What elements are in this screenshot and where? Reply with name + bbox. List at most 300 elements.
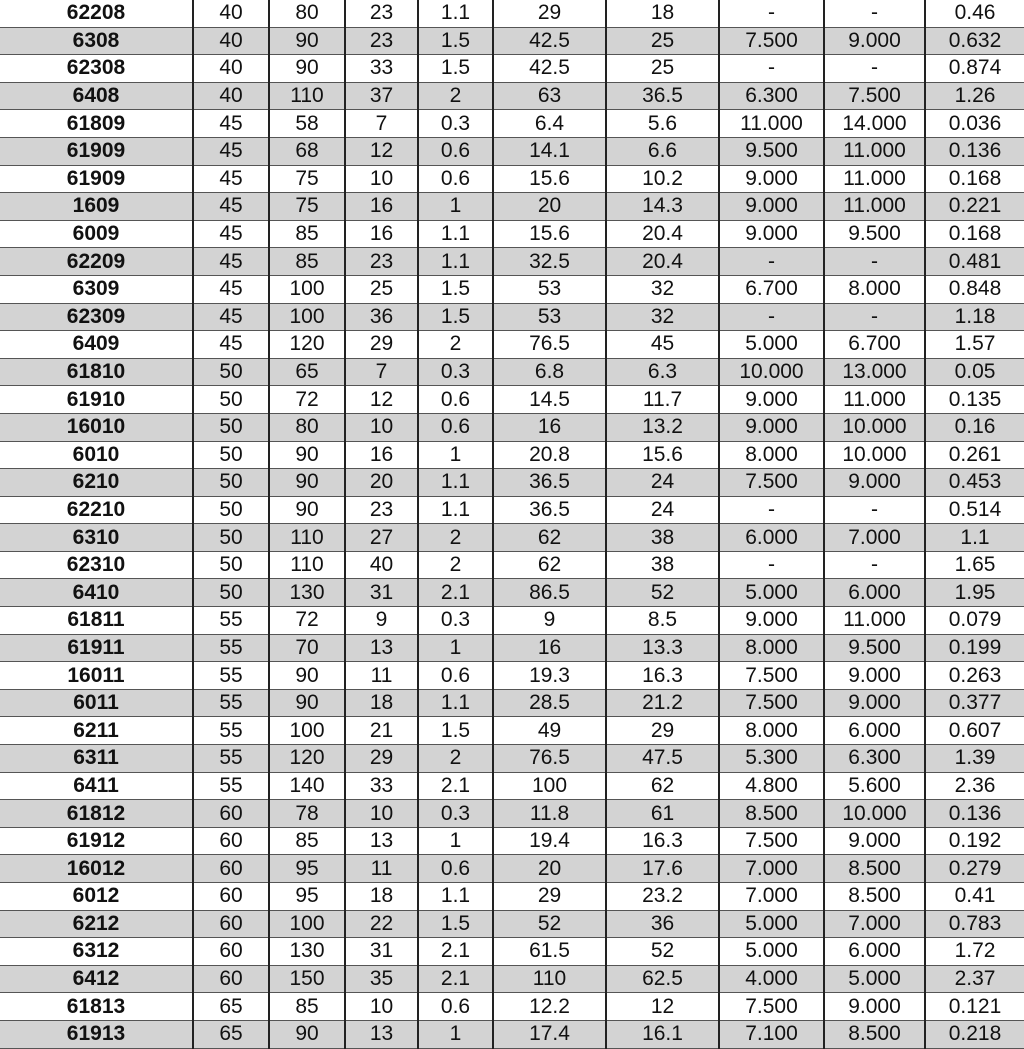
cell-grease-speed: 9.000 bbox=[719, 193, 824, 221]
table-row bbox=[0, 579, 1024, 607]
cell-weight: 0.279 bbox=[925, 855, 1024, 883]
cell-bearing-designation: 6311 bbox=[0, 745, 193, 773]
cell-weight: 0.05 bbox=[925, 358, 1024, 386]
cell-weight: 0.16 bbox=[925, 413, 1024, 441]
cell-grease-speed: 8.000 bbox=[719, 441, 824, 469]
table-row bbox=[0, 827, 1024, 855]
cell-outer-diameter: 85 bbox=[269, 248, 345, 276]
cell-weight: 0.41 bbox=[925, 883, 1024, 911]
cell-width: 12 bbox=[345, 137, 418, 165]
cell-width: 23 bbox=[345, 27, 418, 55]
cell-width: 16 bbox=[345, 441, 418, 469]
cell-bearing-designation: 6211 bbox=[0, 717, 193, 745]
cell-outer-diameter: 120 bbox=[269, 331, 345, 359]
cell-outer-diameter: 90 bbox=[269, 441, 345, 469]
cell-oil-speed: 13.000 bbox=[824, 358, 925, 386]
cell-bore-diameter: 45 bbox=[193, 137, 269, 165]
table-row bbox=[0, 551, 1024, 579]
cell-chamfer: 1.1 bbox=[418, 469, 493, 497]
cell-width: 25 bbox=[345, 275, 418, 303]
cell-bearing-designation: 6312 bbox=[0, 938, 193, 966]
cell-bore-diameter: 55 bbox=[193, 717, 269, 745]
cell-grease-speed: - bbox=[719, 55, 824, 83]
cell-oil-speed: 5.600 bbox=[824, 772, 925, 800]
cell-oil-speed: 8.500 bbox=[824, 883, 925, 911]
cell-oil-speed: 6.000 bbox=[824, 938, 925, 966]
cell-static-load: 47.5 bbox=[606, 745, 719, 773]
cell-bore-diameter: 40 bbox=[193, 0, 269, 27]
cell-chamfer: 2 bbox=[418, 745, 493, 773]
cell-outer-diameter: 140 bbox=[269, 772, 345, 800]
cell-oil-speed: - bbox=[824, 551, 925, 579]
cell-static-load: 36 bbox=[606, 910, 719, 938]
table-row bbox=[0, 27, 1024, 55]
cell-dynamic-load: 76.5 bbox=[493, 745, 606, 773]
cell-bore-diameter: 50 bbox=[193, 441, 269, 469]
cell-weight: 2.36 bbox=[925, 772, 1024, 800]
cell-static-load: 52 bbox=[606, 938, 719, 966]
cell-weight: 0.514 bbox=[925, 496, 1024, 524]
cell-oil-speed: 14.000 bbox=[824, 110, 925, 138]
cell-bore-diameter: 60 bbox=[193, 910, 269, 938]
cell-dynamic-load: 62 bbox=[493, 551, 606, 579]
cell-weight: 1.95 bbox=[925, 579, 1024, 607]
cell-outer-diameter: 58 bbox=[269, 110, 345, 138]
cell-grease-speed: - bbox=[719, 496, 824, 524]
cell-weight: 0.481 bbox=[925, 248, 1024, 276]
cell-oil-speed: 8.000 bbox=[824, 275, 925, 303]
cell-bore-diameter: 50 bbox=[193, 358, 269, 386]
cell-bore-diameter: 50 bbox=[193, 469, 269, 497]
cell-bore-diameter: 45 bbox=[193, 248, 269, 276]
cell-bearing-designation: 6409 bbox=[0, 331, 193, 359]
cell-bore-diameter: 50 bbox=[193, 496, 269, 524]
cell-width: 11 bbox=[345, 855, 418, 883]
cell-bearing-designation: 16010 bbox=[0, 413, 193, 441]
cell-bore-diameter: 40 bbox=[193, 55, 269, 83]
cell-static-load: 45 bbox=[606, 331, 719, 359]
cell-outer-diameter: 80 bbox=[269, 0, 345, 27]
cell-oil-speed: - bbox=[824, 0, 925, 27]
table-row bbox=[0, 662, 1024, 690]
cell-weight: 0.079 bbox=[925, 607, 1024, 635]
cell-dynamic-load: 14.5 bbox=[493, 386, 606, 414]
cell-static-load: 24 bbox=[606, 469, 719, 497]
cell-weight: 0.874 bbox=[925, 55, 1024, 83]
cell-dynamic-load: 9 bbox=[493, 607, 606, 635]
cell-chamfer: 2 bbox=[418, 82, 493, 110]
cell-outer-diameter: 120 bbox=[269, 745, 345, 773]
cell-chamfer: 0.6 bbox=[418, 413, 493, 441]
cell-weight: 0.377 bbox=[925, 689, 1024, 717]
cell-dynamic-load: 76.5 bbox=[493, 331, 606, 359]
cell-width: 7 bbox=[345, 110, 418, 138]
cell-static-load: 62.5 bbox=[606, 965, 719, 993]
cell-oil-speed: 9.000 bbox=[824, 993, 925, 1021]
cell-grease-speed: 7.100 bbox=[719, 1020, 824, 1048]
cell-weight: 1.1 bbox=[925, 524, 1024, 552]
cell-width: 18 bbox=[345, 883, 418, 911]
cell-dynamic-load: 29 bbox=[493, 0, 606, 27]
cell-dynamic-load: 42.5 bbox=[493, 55, 606, 83]
cell-outer-diameter: 100 bbox=[269, 717, 345, 745]
cell-oil-speed: 9.500 bbox=[824, 220, 925, 248]
cell-outer-diameter: 70 bbox=[269, 634, 345, 662]
cell-grease-speed: 5.000 bbox=[719, 938, 824, 966]
cell-outer-diameter: 85 bbox=[269, 827, 345, 855]
cell-oil-speed: 6.300 bbox=[824, 745, 925, 773]
cell-oil-speed: 9.000 bbox=[824, 689, 925, 717]
cell-grease-speed: 5.000 bbox=[719, 910, 824, 938]
cell-chamfer: 1.1 bbox=[418, 496, 493, 524]
cell-bore-diameter: 40 bbox=[193, 27, 269, 55]
cell-grease-speed: 7.500 bbox=[719, 662, 824, 690]
cell-bearing-designation: 62208 bbox=[0, 0, 193, 27]
cell-static-load: 16.1 bbox=[606, 1020, 719, 1048]
cell-chamfer: 0.3 bbox=[418, 800, 493, 828]
cell-bore-diameter: 40 bbox=[193, 82, 269, 110]
cell-width: 20 bbox=[345, 469, 418, 497]
cell-static-load: 16.3 bbox=[606, 662, 719, 690]
cell-outer-diameter: 100 bbox=[269, 303, 345, 331]
cell-dynamic-load: 15.6 bbox=[493, 165, 606, 193]
cell-static-load: 15.6 bbox=[606, 441, 719, 469]
cell-grease-speed: 9.000 bbox=[719, 165, 824, 193]
cell-static-load: 16.3 bbox=[606, 827, 719, 855]
cell-oil-speed: 5.000 bbox=[824, 965, 925, 993]
cell-bore-diameter: 55 bbox=[193, 772, 269, 800]
cell-static-load: 24 bbox=[606, 496, 719, 524]
cell-width: 31 bbox=[345, 938, 418, 966]
cell-outer-diameter: 90 bbox=[269, 689, 345, 717]
table-row bbox=[0, 800, 1024, 828]
cell-chamfer: 2 bbox=[418, 551, 493, 579]
cell-grease-speed: 7.500 bbox=[719, 27, 824, 55]
cell-bearing-designation: 61909 bbox=[0, 137, 193, 165]
cell-bore-diameter: 60 bbox=[193, 827, 269, 855]
table-row bbox=[0, 331, 1024, 359]
cell-grease-speed: 9.000 bbox=[719, 413, 824, 441]
cell-dynamic-load: 32.5 bbox=[493, 248, 606, 276]
table-row bbox=[0, 910, 1024, 938]
cell-static-load: 20.4 bbox=[606, 248, 719, 276]
cell-width: 36 bbox=[345, 303, 418, 331]
cell-bore-diameter: 55 bbox=[193, 745, 269, 773]
cell-outer-diameter: 90 bbox=[269, 1020, 345, 1048]
table-row bbox=[0, 413, 1024, 441]
cell-width: 33 bbox=[345, 55, 418, 83]
cell-outer-diameter: 78 bbox=[269, 800, 345, 828]
cell-chamfer: 0.6 bbox=[418, 137, 493, 165]
cell-dynamic-load: 36.5 bbox=[493, 496, 606, 524]
table-row bbox=[0, 607, 1024, 635]
cell-dynamic-load: 6.4 bbox=[493, 110, 606, 138]
cell-oil-speed: 6.000 bbox=[824, 579, 925, 607]
cell-dynamic-load: 63 bbox=[493, 82, 606, 110]
cell-width: 13 bbox=[345, 634, 418, 662]
cell-outer-diameter: 110 bbox=[269, 82, 345, 110]
cell-chamfer: 1.1 bbox=[418, 0, 493, 27]
cell-width: 11 bbox=[345, 662, 418, 690]
cell-outer-diameter: 110 bbox=[269, 524, 345, 552]
cell-static-load: 32 bbox=[606, 303, 719, 331]
table-row bbox=[0, 1020, 1024, 1048]
cell-grease-speed: 9.500 bbox=[719, 137, 824, 165]
table-row bbox=[0, 0, 1024, 27]
cell-bearing-designation: 61911 bbox=[0, 634, 193, 662]
cell-weight: 0.121 bbox=[925, 993, 1024, 1021]
cell-bearing-designation: 6011 bbox=[0, 689, 193, 717]
cell-weight: 0.192 bbox=[925, 827, 1024, 855]
table-row bbox=[0, 220, 1024, 248]
cell-grease-speed: 9.000 bbox=[719, 607, 824, 635]
cell-grease-speed: 6.000 bbox=[719, 524, 824, 552]
cell-oil-speed: 11.000 bbox=[824, 137, 925, 165]
cell-bore-diameter: 45 bbox=[193, 165, 269, 193]
cell-width: 27 bbox=[345, 524, 418, 552]
cell-width: 16 bbox=[345, 193, 418, 221]
table-row bbox=[0, 275, 1024, 303]
cell-bearing-designation: 62309 bbox=[0, 303, 193, 331]
cell-bearing-designation: 6212 bbox=[0, 910, 193, 938]
cell-grease-speed: 5.000 bbox=[719, 331, 824, 359]
cell-grease-speed: - bbox=[719, 303, 824, 331]
table-row bbox=[0, 386, 1024, 414]
cell-width: 13 bbox=[345, 1020, 418, 1048]
cell-grease-speed: 10.000 bbox=[719, 358, 824, 386]
cell-bore-diameter: 45 bbox=[193, 110, 269, 138]
cell-outer-diameter: 72 bbox=[269, 607, 345, 635]
cell-static-load: 23.2 bbox=[606, 883, 719, 911]
cell-dynamic-load: 28.5 bbox=[493, 689, 606, 717]
cell-grease-speed: 4.000 bbox=[719, 965, 824, 993]
cell-chamfer: 0.6 bbox=[418, 855, 493, 883]
cell-oil-speed: 6.700 bbox=[824, 331, 925, 359]
table-row bbox=[0, 469, 1024, 497]
cell-bearing-designation: 62210 bbox=[0, 496, 193, 524]
cell-weight: 0.135 bbox=[925, 386, 1024, 414]
cell-weight: 0.453 bbox=[925, 469, 1024, 497]
table-row bbox=[0, 496, 1024, 524]
cell-bore-diameter: 45 bbox=[193, 331, 269, 359]
cell-bore-diameter: 55 bbox=[193, 607, 269, 635]
cell-outer-diameter: 100 bbox=[269, 910, 345, 938]
table-row bbox=[0, 634, 1024, 662]
cell-weight: 0.848 bbox=[925, 275, 1024, 303]
cell-weight: 1.65 bbox=[925, 551, 1024, 579]
cell-static-load: 13.2 bbox=[606, 413, 719, 441]
table-row bbox=[0, 965, 1024, 993]
cell-chamfer: 0.3 bbox=[418, 110, 493, 138]
cell-static-load: 38 bbox=[606, 551, 719, 579]
cell-chamfer: 1 bbox=[418, 193, 493, 221]
cell-static-load: 20.4 bbox=[606, 220, 719, 248]
table-row bbox=[0, 717, 1024, 745]
cell-bore-diameter: 50 bbox=[193, 413, 269, 441]
cell-dynamic-load: 42.5 bbox=[493, 27, 606, 55]
cell-static-load: 17.6 bbox=[606, 855, 719, 883]
cell-static-load: 11.7 bbox=[606, 386, 719, 414]
cell-outer-diameter: 90 bbox=[269, 27, 345, 55]
cell-dynamic-load: 29 bbox=[493, 883, 606, 911]
cell-dynamic-load: 20.8 bbox=[493, 441, 606, 469]
cell-bearing-designation: 61809 bbox=[0, 110, 193, 138]
cell-weight: 0.46 bbox=[925, 0, 1024, 27]
cell-bearing-designation: 61909 bbox=[0, 165, 193, 193]
cell-bore-diameter: 45 bbox=[193, 303, 269, 331]
cell-dynamic-load: 61.5 bbox=[493, 938, 606, 966]
cell-weight: 1.57 bbox=[925, 331, 1024, 359]
cell-oil-speed: 9.000 bbox=[824, 27, 925, 55]
cell-chamfer: 1.1 bbox=[418, 248, 493, 276]
cell-grease-speed: 8.000 bbox=[719, 717, 824, 745]
cell-weight: 0.263 bbox=[925, 662, 1024, 690]
cell-grease-speed: 7.500 bbox=[719, 469, 824, 497]
cell-width: 10 bbox=[345, 413, 418, 441]
cell-chamfer: 2 bbox=[418, 524, 493, 552]
cell-bearing-designation: 6408 bbox=[0, 82, 193, 110]
cell-oil-speed: 7.000 bbox=[824, 524, 925, 552]
cell-dynamic-load: 86.5 bbox=[493, 579, 606, 607]
table-row bbox=[0, 441, 1024, 469]
cell-weight: 1.26 bbox=[925, 82, 1024, 110]
cell-dynamic-load: 53 bbox=[493, 275, 606, 303]
cell-grease-speed: 6.300 bbox=[719, 82, 824, 110]
cell-dynamic-load: 52 bbox=[493, 910, 606, 938]
cell-bore-diameter: 60 bbox=[193, 883, 269, 911]
cell-bore-diameter: 60 bbox=[193, 855, 269, 883]
cell-width: 9 bbox=[345, 607, 418, 635]
cell-width: 37 bbox=[345, 82, 418, 110]
cell-dynamic-load: 110 bbox=[493, 965, 606, 993]
table-row bbox=[0, 55, 1024, 83]
cell-chamfer: 0.3 bbox=[418, 607, 493, 635]
cell-chamfer: 1 bbox=[418, 827, 493, 855]
cell-bearing-designation: 6010 bbox=[0, 441, 193, 469]
cell-outer-diameter: 90 bbox=[269, 662, 345, 690]
cell-weight: 0.261 bbox=[925, 441, 1024, 469]
cell-bore-diameter: 50 bbox=[193, 524, 269, 552]
cell-bearing-designation: 16011 bbox=[0, 662, 193, 690]
cell-grease-speed: 7.000 bbox=[719, 855, 824, 883]
cell-bearing-designation: 61912 bbox=[0, 827, 193, 855]
cell-outer-diameter: 130 bbox=[269, 938, 345, 966]
cell-static-load: 61 bbox=[606, 800, 719, 828]
cell-outer-diameter: 75 bbox=[269, 165, 345, 193]
cell-grease-speed: 5.300 bbox=[719, 745, 824, 773]
cell-bearing-designation: 6210 bbox=[0, 469, 193, 497]
cell-bore-diameter: 45 bbox=[193, 193, 269, 221]
cell-bore-diameter: 60 bbox=[193, 965, 269, 993]
cell-static-load: 21.2 bbox=[606, 689, 719, 717]
cell-weight: 0.168 bbox=[925, 165, 1024, 193]
cell-width: 10 bbox=[345, 993, 418, 1021]
table-row bbox=[0, 993, 1024, 1021]
cell-static-load: 29 bbox=[606, 717, 719, 745]
cell-grease-speed: - bbox=[719, 0, 824, 27]
cell-dynamic-load: 36.5 bbox=[493, 469, 606, 497]
cell-chamfer: 1.1 bbox=[418, 883, 493, 911]
cell-grease-speed: 8.500 bbox=[719, 800, 824, 828]
cell-bore-diameter: 45 bbox=[193, 220, 269, 248]
cell-width: 29 bbox=[345, 745, 418, 773]
table-row bbox=[0, 137, 1024, 165]
cell-dynamic-load: 14.1 bbox=[493, 137, 606, 165]
cell-width: 18 bbox=[345, 689, 418, 717]
cell-oil-speed: 11.000 bbox=[824, 193, 925, 221]
cell-grease-speed: 8.000 bbox=[719, 634, 824, 662]
cell-dynamic-load: 20 bbox=[493, 855, 606, 883]
cell-outer-diameter: 90 bbox=[269, 496, 345, 524]
cell-bearing-designation: 6411 bbox=[0, 772, 193, 800]
cell-grease-speed: 6.700 bbox=[719, 275, 824, 303]
cell-chamfer: 1.1 bbox=[418, 689, 493, 717]
cell-outer-diameter: 68 bbox=[269, 137, 345, 165]
table-row bbox=[0, 938, 1024, 966]
cell-width: 31 bbox=[345, 579, 418, 607]
cell-bearing-designation: 6308 bbox=[0, 27, 193, 55]
cell-bearing-designation: 61813 bbox=[0, 993, 193, 1021]
cell-outer-diameter: 100 bbox=[269, 275, 345, 303]
cell-outer-diameter: 130 bbox=[269, 579, 345, 607]
cell-bore-diameter: 50 bbox=[193, 386, 269, 414]
cell-oil-speed: - bbox=[824, 248, 925, 276]
cell-width: 23 bbox=[345, 248, 418, 276]
cell-bearing-designation: 6309 bbox=[0, 275, 193, 303]
cell-bearing-designation: 61913 bbox=[0, 1020, 193, 1048]
cell-outer-diameter: 90 bbox=[269, 469, 345, 497]
cell-bearing-designation: 1609 bbox=[0, 193, 193, 221]
table-row bbox=[0, 883, 1024, 911]
cell-oil-speed: - bbox=[824, 55, 925, 83]
cell-width: 23 bbox=[345, 496, 418, 524]
cell-grease-speed: 9.000 bbox=[719, 386, 824, 414]
cell-width: 21 bbox=[345, 717, 418, 745]
cell-chamfer: 2.1 bbox=[418, 772, 493, 800]
cell-bearing-designation: 6009 bbox=[0, 220, 193, 248]
cell-bore-diameter: 55 bbox=[193, 662, 269, 690]
cell-grease-speed: 9.000 bbox=[719, 220, 824, 248]
cell-chamfer: 2.1 bbox=[418, 579, 493, 607]
cell-width: 35 bbox=[345, 965, 418, 993]
table-row bbox=[0, 193, 1024, 221]
cell-grease-speed: 7.000 bbox=[719, 883, 824, 911]
cell-chamfer: 1.5 bbox=[418, 27, 493, 55]
cell-outer-diameter: 150 bbox=[269, 965, 345, 993]
table-row bbox=[0, 745, 1024, 773]
cell-grease-speed: - bbox=[719, 248, 824, 276]
table-row bbox=[0, 82, 1024, 110]
cell-bore-diameter: 60 bbox=[193, 938, 269, 966]
cell-grease-speed: 5.000 bbox=[719, 579, 824, 607]
cell-width: 22 bbox=[345, 910, 418, 938]
cell-dynamic-load: 49 bbox=[493, 717, 606, 745]
cell-bearing-designation: 16012 bbox=[0, 855, 193, 883]
cell-oil-speed: 11.000 bbox=[824, 607, 925, 635]
cell-oil-speed: 7.000 bbox=[824, 910, 925, 938]
cell-weight: 0.168 bbox=[925, 220, 1024, 248]
cell-outer-diameter: 85 bbox=[269, 220, 345, 248]
cell-dynamic-load: 11.8 bbox=[493, 800, 606, 828]
table-row bbox=[0, 165, 1024, 193]
cell-oil-speed: 8.500 bbox=[824, 855, 925, 883]
table-row bbox=[0, 689, 1024, 717]
cell-grease-speed: 7.500 bbox=[719, 827, 824, 855]
cell-chamfer: 1.5 bbox=[418, 275, 493, 303]
cell-oil-speed: 10.000 bbox=[824, 441, 925, 469]
cell-bore-diameter: 65 bbox=[193, 1020, 269, 1048]
cell-grease-speed: 11.000 bbox=[719, 110, 824, 138]
